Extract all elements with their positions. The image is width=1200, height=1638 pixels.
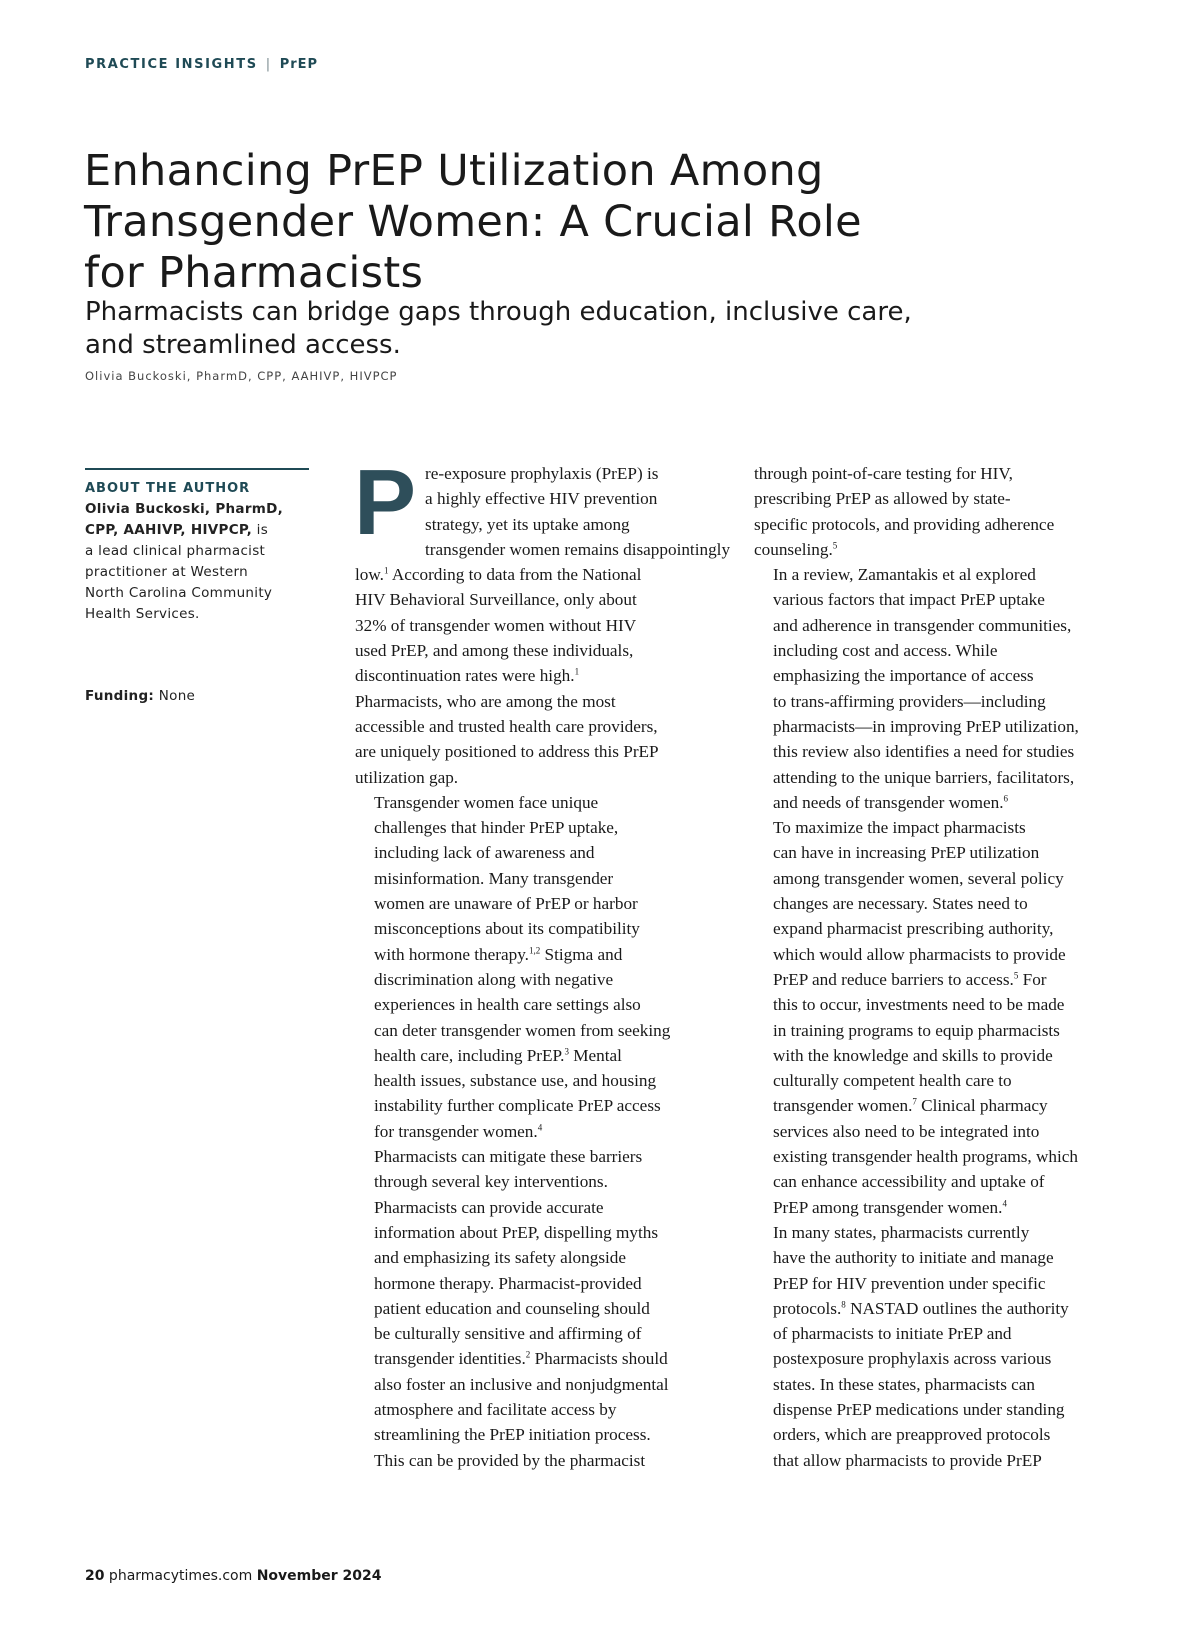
author-name-line	[85, 520, 309, 541]
text-line: through several key interventions.	[374, 1172, 608, 1192]
reference-number: 8	[841, 1299, 846, 1310]
text-line: discrimination along with negative	[374, 969, 614, 989]
article-subtitle	[85, 296, 1045, 362]
text-line: strategy, yet its uptake among	[425, 514, 630, 534]
body-column-1	[354, 450, 731, 1473]
text-line: emphasizing the importance of access	[773, 666, 1034, 686]
text-line: 32% of transgender women without HIV	[355, 615, 637, 635]
text-line: various factors that impact PrEP uptake	[773, 590, 1045, 610]
text-line: to trans-affirming providers—including	[773, 691, 1046, 711]
text-line: prescribing PrEP as allowed by state-	[754, 489, 1011, 509]
text-line: protocols.$^8$ NASTAD outlines the authority	[773, 1298, 1069, 1318]
text-line: re-exposure prophylaxis (PrEP) is	[425, 464, 659, 483]
text-line: transgender women remains disappointingly	[425, 539, 731, 559]
funding-note	[85, 686, 309, 707]
text-line: with the knowledge and skills to provide	[773, 1045, 1053, 1065]
text-line: dispense PrEP medications under standing	[773, 1399, 1065, 1419]
text-line: Pharmacists, who are among the most	[355, 691, 616, 711]
text-line: with hormone therapy.$^{1,2}$ Stigma and	[374, 944, 623, 964]
text-line: of pharmacists to initiate PrEP and	[773, 1324, 1012, 1344]
text-line: through point-of-care testing for HIV,	[754, 464, 1013, 483]
text-line: also foster an inclusive and nonjudgmental	[374, 1374, 669, 1394]
text-line: misinformation. Many transgender	[374, 868, 614, 888]
text-line: changes are necessary. States need to	[773, 894, 1028, 914]
text-line: pharmacists—in improving PrEP utilization,	[773, 716, 1079, 736]
subtitle-line: Pharmacists can bridge gaps through education, inclusive care,	[85, 297, 912, 327]
article-title	[84, 146, 984, 299]
text-line: and adherence in transgender communities,	[773, 615, 1072, 635]
text-line: and emphasizing its safety alongside	[374, 1248, 627, 1268]
text-line: health care, including PrEP.$^3$ Mental	[374, 1045, 622, 1065]
author-credentials: CPP, AAHIVP, HIVPCP,	[85, 522, 253, 538]
topic-label: PrEP	[279, 57, 319, 72]
text-line: transgender identities.$^2$ Pharmacists should	[374, 1349, 668, 1369]
text-line: Pharmacists can provide accurate	[374, 1197, 604, 1217]
text-line: for transgender women.$^4$	[374, 1121, 543, 1141]
text-line: challenges that hinder PrEP uptake,	[374, 818, 619, 838]
reference-number: 2	[525, 1349, 531, 1360]
section-kicker	[85, 57, 318, 72]
paragraph	[754, 562, 1120, 815]
text-line: Transgender women face unique	[374, 792, 599, 812]
text-line: instability further complicate PrEP access	[374, 1096, 661, 1116]
bio-line: practitioner at Western	[85, 564, 248, 580]
funding-label: Funding:	[85, 688, 155, 704]
text-line: are uniquely positioned to address this PrEP	[355, 742, 659, 762]
text-line: In a review, Zamantakis et al explored	[773, 565, 1036, 585]
paragraph	[355, 790, 721, 1144]
text-line: can enhance accessibility and uptake of	[773, 1172, 1045, 1192]
reference-number: 1	[574, 666, 580, 677]
reference-number: 5	[1013, 970, 1019, 981]
text-line: existing transgender health programs, which	[773, 1147, 1078, 1167]
title-line: Transgender Women: A Crucial Role	[84, 197, 862, 247]
body-column-2	[754, 461, 1120, 1473]
text-line: women are unaware of PrEP or harbor	[374, 894, 638, 914]
footer-site: pharmacytimes.com	[104, 1568, 257, 1584]
text-line: and needs of transgender women.$^6$	[773, 792, 1009, 812]
page-number: 20	[85, 1568, 105, 1584]
text-line: services also need to be integrated into	[773, 1121, 1040, 1141]
text-line: low.$^1$ According to data from the National	[355, 565, 642, 585]
text-line: HIV Behavioral Surveillance, only about	[355, 590, 637, 610]
bio-line: North Carolina Community	[85, 585, 273, 601]
text-line: states. In these states, pharmacists can	[773, 1374, 1036, 1394]
text-line: expand pharmacist prescribing authority,	[773, 919, 1054, 939]
text-line: PrEP among transgender women.$^4$	[773, 1197, 1007, 1217]
text-line: culturally competent health care to	[773, 1071, 1012, 1091]
text-line: orders, which are preapproved protocols	[773, 1425, 1051, 1445]
text-line: patient education and counseling should	[374, 1298, 650, 1318]
text-line: postexposure prophylaxis across various	[773, 1349, 1052, 1369]
text-line: transgender women.$^7$ Clinical pharmacy	[773, 1096, 1048, 1116]
text-line: can deter transgender women from seeking	[374, 1020, 671, 1040]
paragraph	[754, 461, 1120, 562]
section-label: PRACTICE INSIGHTS	[85, 57, 258, 72]
text-line: experiences in health care settings also	[374, 995, 641, 1015]
text-line: can have in increasing PrEP utilization	[773, 843, 1040, 863]
text-line: PrEP and reduce barriers to access.$^5$ For	[773, 969, 1047, 989]
reference-number: 7	[912, 1096, 917, 1107]
text-line: hormone therapy. Pharmacist-provided	[374, 1273, 642, 1293]
text-line: health issues, substance use, and housing	[374, 1071, 657, 1091]
drop-cap: P	[354, 450, 417, 554]
text-line: streamlining the PrEP initiation process.	[374, 1425, 651, 1445]
text-line: have the authority to initiate and manage	[773, 1248, 1054, 1268]
text-line: Pharmacists can mitigate these barriers	[374, 1147, 643, 1167]
text-line: that allow pharmacists to provide PrEP	[773, 1450, 1042, 1470]
text-line: PrEP for HIV prevention under specific	[773, 1273, 1046, 1293]
text-line: accessible and trusted health care providers,	[355, 716, 658, 736]
reference-number: 6	[1003, 793, 1009, 804]
reference-number: 5	[832, 540, 838, 551]
author-name-line: Olivia Buckoski, PharmD,	[85, 501, 284, 517]
bio-line: a lead clinical pharmacist	[85, 543, 266, 559]
reference-number: 3	[564, 1046, 569, 1057]
text-line: specific protocols, and providing adherence	[754, 514, 1055, 534]
text-line: a highly effective HIV prevention	[425, 489, 658, 509]
paragraph	[754, 1220, 1120, 1473]
author-bio	[85, 499, 309, 625]
text-line: In many states, pharmacists currently	[773, 1222, 1030, 1242]
reference-number: 1	[383, 565, 389, 576]
text-line: attending to the unique barriers, facilitators,	[773, 767, 1075, 787]
text-line: misconceptions about its compatibility	[374, 919, 640, 939]
footer-issue: November 2024	[256, 1568, 382, 1584]
about-author-sidebar	[85, 468, 309, 707]
paragraph	[355, 1144, 721, 1473]
title-line: Enhancing PrEP Utilization Among	[84, 146, 824, 196]
bio-line: Health Services.	[85, 606, 200, 622]
text-line: including lack of awareness and	[374, 843, 595, 863]
text-line: this review also identifies a need for studies	[773, 742, 1075, 762]
text-line: information about PrEP, dispelling myths	[374, 1222, 659, 1242]
author-suffix: is	[252, 522, 269, 538]
text-line: counseling.$^5$	[754, 539, 838, 559]
about-author-heading: ABOUT THE AUTHOR	[85, 481, 251, 496]
text-line: among transgender women, several policy	[773, 868, 1064, 888]
text-line: atmosphere and facilitate access by	[374, 1399, 617, 1419]
text-line: discontinuation rates were high.$^1$	[355, 666, 580, 686]
reference-number: 4	[537, 1121, 543, 1132]
reference-number: 1,2	[528, 944, 541, 955]
reference-number: 4	[1002, 1197, 1007, 1208]
subtitle-line: and streamlined access.	[85, 330, 401, 360]
text-line: utilization gap.	[355, 767, 459, 787]
title-line: for Pharmacists	[84, 248, 424, 298]
page-footer	[85, 1568, 382, 1584]
text-line: used PrEP, and among these individuals,	[355, 641, 634, 661]
kicker-separator: |	[265, 57, 272, 72]
paragraph	[754, 815, 1120, 1220]
text-line: This can be provided by the pharmacist	[374, 1450, 646, 1470]
text-line: in training programs to equip pharmacists	[773, 1020, 1060, 1040]
text-line: To maximize the impact pharmacists	[773, 818, 1026, 838]
text-line: this to occur, investments need to be made	[773, 995, 1065, 1015]
byline: Olivia Buckoski, PharmD, CPP, AAHIVP, HIVPCP	[85, 369, 398, 383]
text-line: be culturally sensitive and affirming of	[374, 1324, 642, 1344]
paragraph	[354, 450, 731, 790]
funding-value: None	[154, 688, 196, 704]
text-line: including cost and access. While	[773, 641, 998, 661]
text-line: which would allow pharmacists to provide	[773, 944, 1066, 964]
